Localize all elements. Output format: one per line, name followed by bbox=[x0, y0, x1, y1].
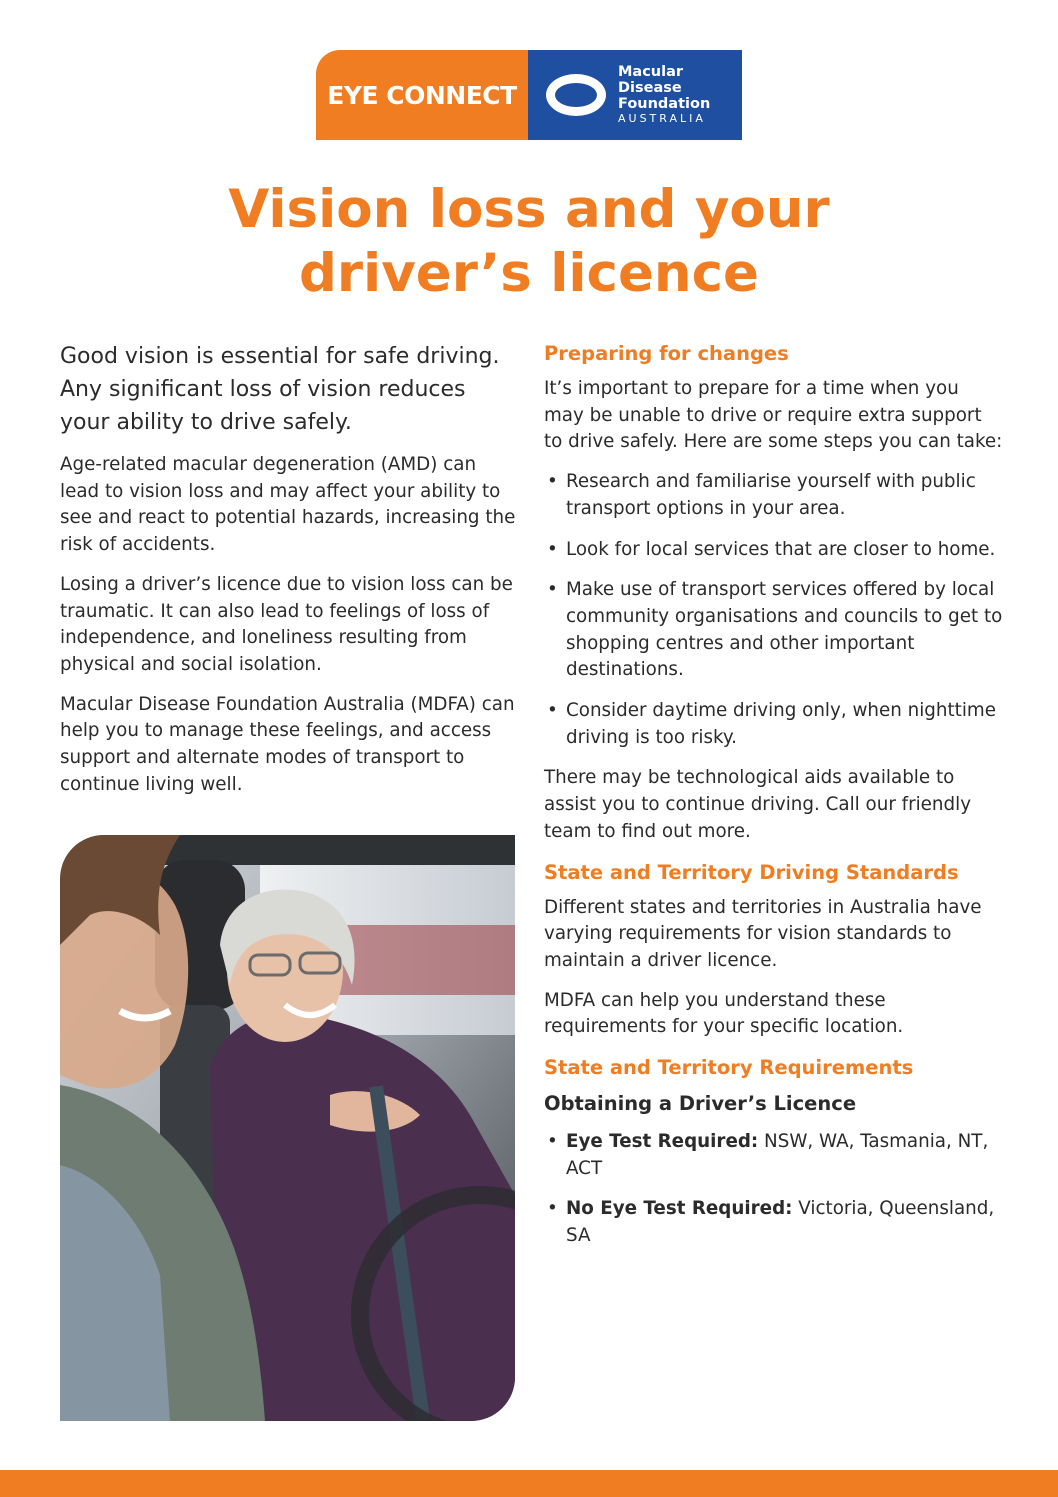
lead-paragraph: Good vision is essential for safe driving. Any significant loss of vision reduces your ability to drive safely. bbox=[60, 344, 500, 435]
eye-ring-icon bbox=[546, 74, 606, 116]
req1-value: NSW, WA, Tasmania, NT, ACT bbox=[566, 1131, 989, 1179]
list-item: • Consider daytime driving only, when nighttime driving is too risky. bbox=[544, 698, 1004, 751]
tech-aids-paragraph: There may be technological aids available to assist you to continue driving. Call our friendly team to find out more. bbox=[544, 767, 972, 842]
left-column bbox=[60, 340, 520, 811]
right-column bbox=[544, 340, 1004, 1264]
heading-standards: State and Territory Driving Standards bbox=[544, 860, 959, 884]
amd-paragraph: Age-related macular degeneration (AMD) can lead to vision loss and may affect your ability to see and react to potential hazards, increasing the risk of accidents. bbox=[60, 454, 516, 556]
title-line1: Vision loss and your bbox=[228, 179, 830, 240]
logo-mdfa-panel bbox=[528, 50, 742, 140]
req1-label: Eye Test Required: bbox=[566, 1131, 759, 1153]
list-item: • Research and familiarise yourself with public transport options in your area. bbox=[544, 469, 1004, 522]
licence-loss-paragraph: Losing a driver’s licence due to vision loss can be traumatic. It can also lead to feelings of loss of independence, and loneliness resulting from physical and social isolation. bbox=[60, 573, 513, 675]
steps-list bbox=[544, 469, 1004, 751]
requirements-list bbox=[544, 1129, 1004, 1250]
logo-eye-connect-panel bbox=[316, 50, 528, 140]
standards-paragraph-1: Different states and territories in Australia have varying requirements for vision standards to maintain a driver licence. bbox=[544, 896, 982, 971]
title-line2: driver’s licence bbox=[298, 243, 760, 304]
logo-org-line4: AUSTRALIA bbox=[618, 112, 706, 125]
logo-org-line2: Disease bbox=[618, 80, 682, 96]
list-item bbox=[544, 1196, 1004, 1249]
preparing-intro: It’s important to prepare for a time when you may be unable to drive or require extra support to drive safely. Here are some steps you can take: bbox=[544, 378, 1003, 453]
logo-org-line1: Macular bbox=[618, 64, 684, 80]
footer-bar bbox=[0, 1470, 1058, 1497]
req2-value: Victoria, Queensland, SA bbox=[566, 1198, 995, 1247]
logo-org-name bbox=[618, 64, 710, 126]
car-photo bbox=[60, 835, 515, 1421]
heading-preparing: Preparing for changes bbox=[544, 342, 789, 365]
logo-eye-connect-text: EYE CONNECT bbox=[327, 80, 517, 110]
page-title bbox=[0, 178, 1058, 306]
car-photo-illustration bbox=[60, 835, 515, 1421]
list-item: • Look for local services that are closer to home. bbox=[544, 537, 1004, 564]
heading-requirements: State and Territory Requirements bbox=[544, 1056, 914, 1080]
req2-label: No Eye Test Required: bbox=[566, 1198, 793, 1220]
standards-paragraph-2: MDFA can help you understand these requirements for your specific location. bbox=[544, 989, 904, 1038]
logo-org-line3: Foundation bbox=[618, 96, 711, 112]
mdfa-help-paragraph: Macular Disease Foundation Australia (MDFA) can help you to manage these feelings, and access support and alternate modes of transport to continue living well. bbox=[60, 693, 515, 795]
subheading-obtaining: Obtaining a Driver’s Licence bbox=[544, 1092, 857, 1116]
list-item bbox=[544, 1129, 1004, 1182]
list-item: • Make use of transport services offered by local community organisations and councils to get to shopping centres and other important destinations. bbox=[544, 577, 1004, 684]
eye-connect-logo bbox=[316, 50, 742, 140]
